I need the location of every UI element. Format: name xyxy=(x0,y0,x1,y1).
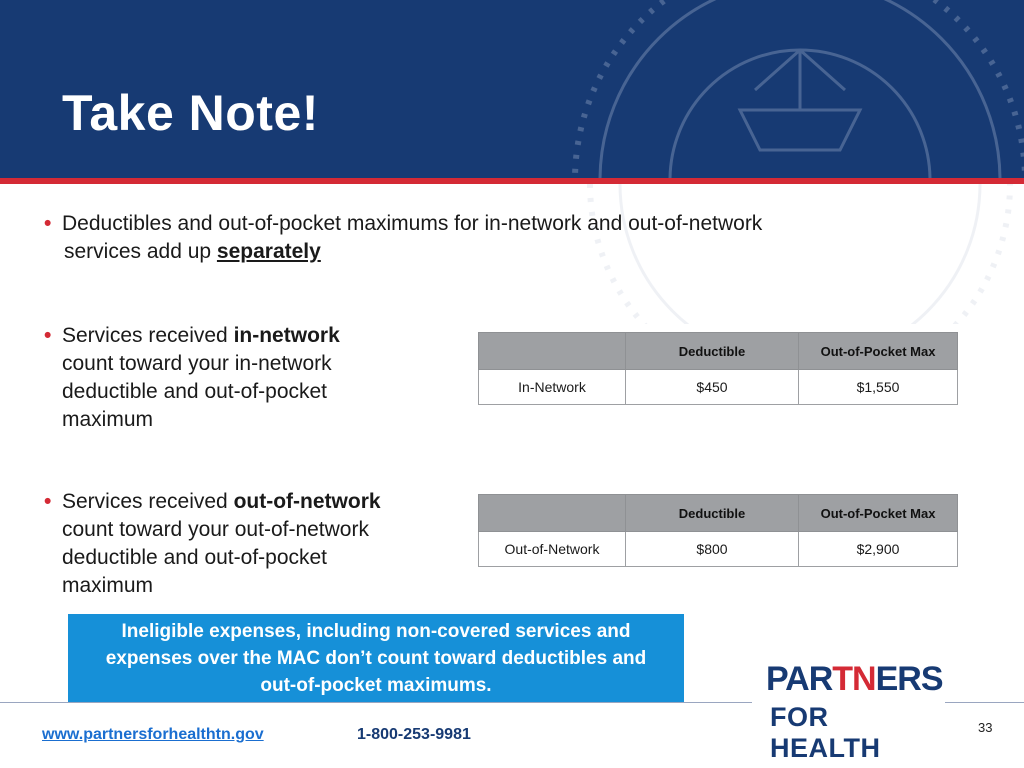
bullet-text: services add up xyxy=(64,240,217,263)
bullet-marker: • xyxy=(44,324,52,347)
bullet-text: deductible and out-of-pocket xyxy=(62,380,328,403)
state-seal-watermark xyxy=(560,0,1024,178)
partners-for-health-logo xyxy=(766,660,946,763)
website-link[interactable]: www.partnersforhealthtn.gov xyxy=(42,726,264,743)
title-banner xyxy=(0,0,1024,178)
table-cell: $1,550 xyxy=(799,370,958,405)
in-network-cost-table xyxy=(478,332,958,405)
table-cell: $800 xyxy=(626,532,799,567)
table-header-row xyxy=(479,333,958,370)
bullet-marker: • xyxy=(44,212,52,235)
table-header-cell xyxy=(479,333,626,370)
bullet-text: Deductibles and out-of-pocket maximums for in-network and out-of-network xyxy=(62,212,763,235)
table-header-cell: Out-of-Pocket Max xyxy=(799,333,958,370)
phone-number: 1-800-253-9981 xyxy=(357,726,471,743)
bullet-emphasis: separately xyxy=(216,240,321,263)
footer-divider xyxy=(0,702,752,703)
bullet-out-of-network xyxy=(44,488,472,600)
logo-text: ERS xyxy=(875,660,943,698)
ineligible-expenses-callout xyxy=(68,614,684,702)
bullet-text: Services received xyxy=(62,324,234,347)
table-row xyxy=(479,532,958,567)
bullet-emphasis: in-network xyxy=(233,324,340,347)
page-number: 33 xyxy=(978,720,993,735)
logo-wordmark xyxy=(766,660,943,699)
callout-text: Ineligible expenses, including non-covered services and expenses over the MAC don’t count toward deductibles and out-of-pocket maximums. xyxy=(105,620,647,696)
bullet-text: Services received xyxy=(62,490,234,513)
bullet-emphasis: out-of-network xyxy=(233,490,381,513)
out-of-network-cost-table xyxy=(478,494,958,567)
table-header-cell: Deductible xyxy=(626,495,799,532)
table-cell: $2,900 xyxy=(799,532,958,567)
bullet-text: deductible and out-of-pocket xyxy=(62,546,328,569)
table-cell: In-Network xyxy=(479,370,626,405)
table-header-cell: Deductible xyxy=(626,333,799,370)
footer-divider xyxy=(945,702,1024,703)
table-header-cell: Out-of-Pocket Max xyxy=(799,495,958,532)
bullet-text: maximum xyxy=(62,408,154,431)
table-header-row xyxy=(479,495,958,532)
bullet-text: count toward your out-of-network xyxy=(62,518,369,541)
table-cell: $450 xyxy=(626,370,799,405)
bullet-in-network xyxy=(44,322,462,434)
logo-tn-text: TN xyxy=(832,660,876,698)
table-row xyxy=(479,370,958,405)
bullet-text: count toward your in-network xyxy=(62,352,332,375)
table-cell: Out-of-Network xyxy=(479,532,626,567)
logo-tagline: FOR HEALTH xyxy=(770,702,881,763)
bullet-separately xyxy=(44,210,942,266)
logo-text: PAR xyxy=(766,660,833,698)
slide-title: Take Note! xyxy=(62,85,319,141)
table-header-cell xyxy=(479,495,626,532)
bullet-text: maximum xyxy=(62,574,154,597)
bullet-marker: • xyxy=(44,490,52,513)
